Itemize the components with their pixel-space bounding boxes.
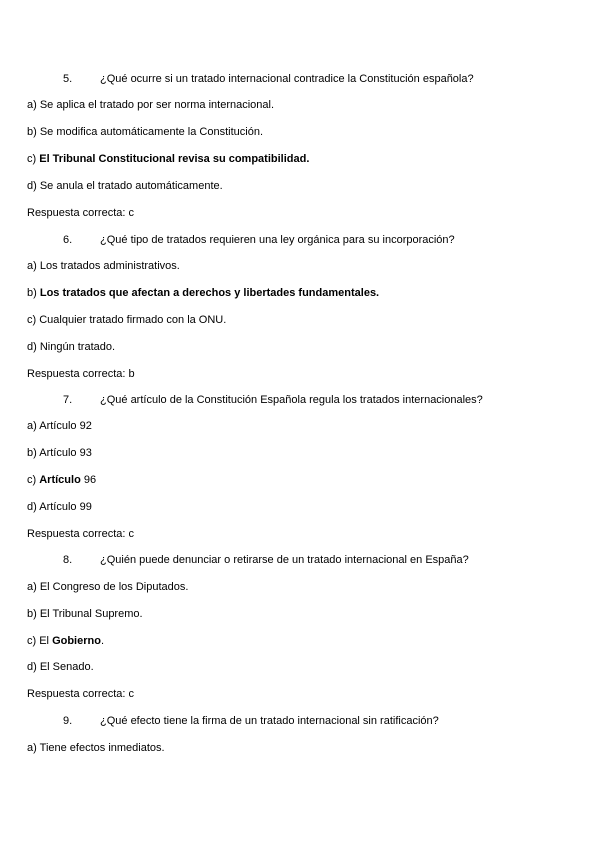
option-b: b) Artículo 93: [27, 447, 92, 459]
question-number: 7.: [63, 394, 73, 406]
answer-line: Respuesta correcta: c: [27, 207, 134, 219]
question-number: 9.: [63, 715, 73, 727]
option-b: b) Se modifica automáticamente la Constitución.: [27, 126, 264, 138]
option-c: [27, 473, 96, 487]
question-text: ¿Quién puede denunciar o retirarse de un tratado internacional en España?: [100, 554, 469, 566]
option-bold-text: Gobierno: [52, 635, 101, 647]
option-prefix: c) El: [27, 635, 53, 647]
option-prefix: c): [27, 474, 40, 486]
option-c: [27, 634, 104, 648]
option-b: [27, 286, 379, 300]
option-a: a) El Congreso de los Diputados.: [27, 581, 189, 593]
option-suffix: 96: [80, 474, 97, 486]
question-number: 5.: [63, 73, 73, 85]
option-d: d) El Senado.: [27, 661, 94, 673]
option-bold-text: El Tribunal Constitucional revisa su compatibilidad.: [39, 153, 310, 165]
option-c: [27, 152, 309, 166]
question-number: 8.: [63, 554, 73, 566]
answer-line: Respuesta correcta: b: [27, 368, 135, 380]
option-suffix: .: [100, 635, 105, 647]
question-text: ¿Qué efecto tiene la firma de un tratado internacional sin ratificación?: [100, 715, 439, 727]
option-prefix: c): [27, 153, 40, 165]
option-b: b) El Tribunal Supremo.: [27, 608, 143, 620]
question-text: ¿Qué artículo de la Constitución Española regula los tratados internacionales?: [100, 394, 483, 406]
option-a: a) Se aplica el tratado por ser norma internacional.: [27, 99, 275, 111]
option-a: a) Los tratados administrativos.: [27, 260, 180, 272]
option-bold-text: Los tratados que afectan a derechos y libertades fundamentales.: [39, 287, 380, 299]
option-a: a) Artículo 92: [27, 420, 92, 432]
option-d: d) Artículo 99: [27, 501, 92, 513]
question-number: 6.: [63, 234, 73, 246]
option-prefix: b): [27, 287, 40, 299]
question-text: ¿Qué tipo de tratados requieren una ley orgánica para su incorporación?: [100, 234, 455, 246]
option-d: d) Ningún tratado.: [27, 341, 116, 353]
option-c: c) Cualquier tratado firmado con la ONU.: [27, 314, 227, 326]
option-a: a) Tiene efectos inmediatos.: [27, 742, 165, 754]
option-d: d) Se anula el tratado automáticamente.: [27, 180, 223, 192]
answer-line: Respuesta correcta: c: [27, 688, 134, 700]
option-bold-text: Artículo: [39, 474, 81, 486]
question-text: ¿Qué ocurre si un tratado internacional contradice la Constitución española?: [100, 73, 474, 85]
answer-line: Respuesta correcta: c: [27, 528, 134, 540]
